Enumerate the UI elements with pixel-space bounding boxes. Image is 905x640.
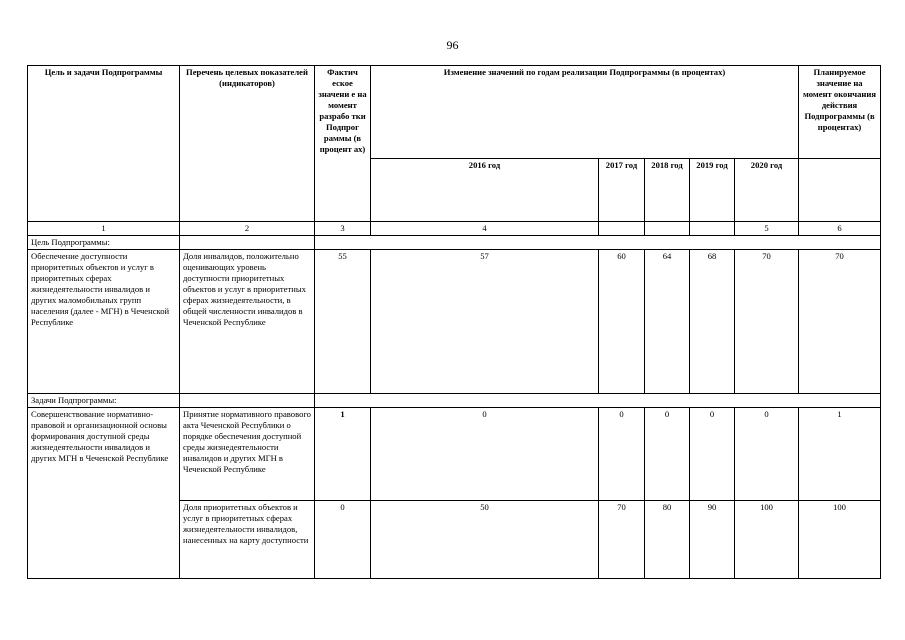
column-number: [645, 222, 690, 236]
value-2020: 100: [735, 501, 799, 579]
value-2020: 70: [735, 250, 799, 394]
empty-cell: [180, 236, 315, 250]
subprogram-indicators-table: [27, 65, 881, 579]
indicator-text: Принятие нормативного правового акта Чеченской Республики о порядке обеспечения доступной среды жизнедеятельности инвалидов и других МГН в Чеченской Республике: [180, 408, 315, 501]
header-yearly-changes: Изменение значений по годам реализации Подпрограммы (в процентах): [371, 66, 799, 159]
task-text: Совершенствование нормативно-правовой и организационной основы формирования доступной среды жизнедеятельности инвалидов и других МГН в Чеченской Республике: [28, 408, 180, 579]
column-number: [690, 222, 735, 236]
column-number: 2: [180, 222, 315, 236]
empty-cell: [180, 394, 315, 408]
value-2016: 57: [371, 250, 599, 394]
indicator-text: Доля приоритетных объектов и услуг в приоритетных сферах жизнедеятельности инвалидов, нанесенных на карту доступности: [180, 501, 315, 579]
value-2018: 0: [645, 408, 690, 501]
column-number: [599, 222, 645, 236]
header-empty-cell: [799, 159, 881, 222]
header-year-2017: 2017 год: [599, 159, 645, 222]
value-2020: 0: [735, 408, 799, 501]
value-2019: 68: [690, 250, 735, 394]
value-2016: 50: [371, 501, 599, 579]
section-tasks-label: Задачи Подпрограммы:: [28, 394, 180, 408]
header-year-2020: 2020 год: [735, 159, 799, 222]
column-number: 1: [28, 222, 180, 236]
value-2019: 0: [690, 408, 735, 501]
value-2018: 64: [645, 250, 690, 394]
header-actual-value: [315, 66, 371, 222]
column-number: 6: [799, 222, 881, 236]
column-number: 3: [315, 222, 371, 236]
table-row: [28, 250, 881, 394]
header-planned-value: Планируемое значение на момент окончания действия Подпрограммы (в процентах): [799, 66, 881, 159]
actual-value: 1: [315, 408, 371, 501]
header-goal: Цель и задачи Подпрограммы: [28, 66, 180, 222]
actual-value: 0: [315, 501, 371, 579]
actual-value: 55: [315, 250, 371, 394]
value-2017: 70: [599, 501, 645, 579]
header-indicators: Перечень целевых показателей (индикаторов): [180, 66, 315, 222]
planned-value: 1: [799, 408, 881, 501]
planned-value: 100: [799, 501, 881, 579]
indicator-text: Доля инвалидов, положительно оценивающих уровень доступности приоритетных объектов и услуг в приоритетных сферах жизнедеятельности, в общей численности инвалидов в Чеченской Республике: [180, 250, 315, 394]
value-2017: 60: [599, 250, 645, 394]
value-2018: 80: [645, 501, 690, 579]
empty-cell: [315, 394, 881, 408]
column-number: 4: [371, 222, 599, 236]
header-year-2016: 2016 год: [371, 159, 599, 222]
header-actual-top: Фактич еское значени е на момент разрабо тки: [318, 67, 367, 121]
column-number: 5: [735, 222, 799, 236]
section-goal-label: Цель Подпрограммы:: [28, 236, 180, 250]
value-2017: 0: [599, 408, 645, 501]
planned-value: 70: [799, 250, 881, 394]
table-row: [28, 408, 881, 501]
value-2016: 0: [371, 408, 599, 501]
page-number: 96: [446, 38, 459, 52]
header-year-2018: 2018 год: [645, 159, 690, 222]
empty-cell: [315, 236, 881, 250]
header-actual-bottom: Подпрог раммы (в процент ах): [319, 122, 366, 154]
goal-text: Обеспечение доступности приоритетных объектов и услуг в приоритетных сферах жизнедеятельности инвалидов и других маломобильных групп населения (далее - МГН) в Чеченской Республике: [28, 250, 180, 394]
header-year-2019: 2019 год: [690, 159, 735, 222]
value-2019: 90: [690, 501, 735, 579]
